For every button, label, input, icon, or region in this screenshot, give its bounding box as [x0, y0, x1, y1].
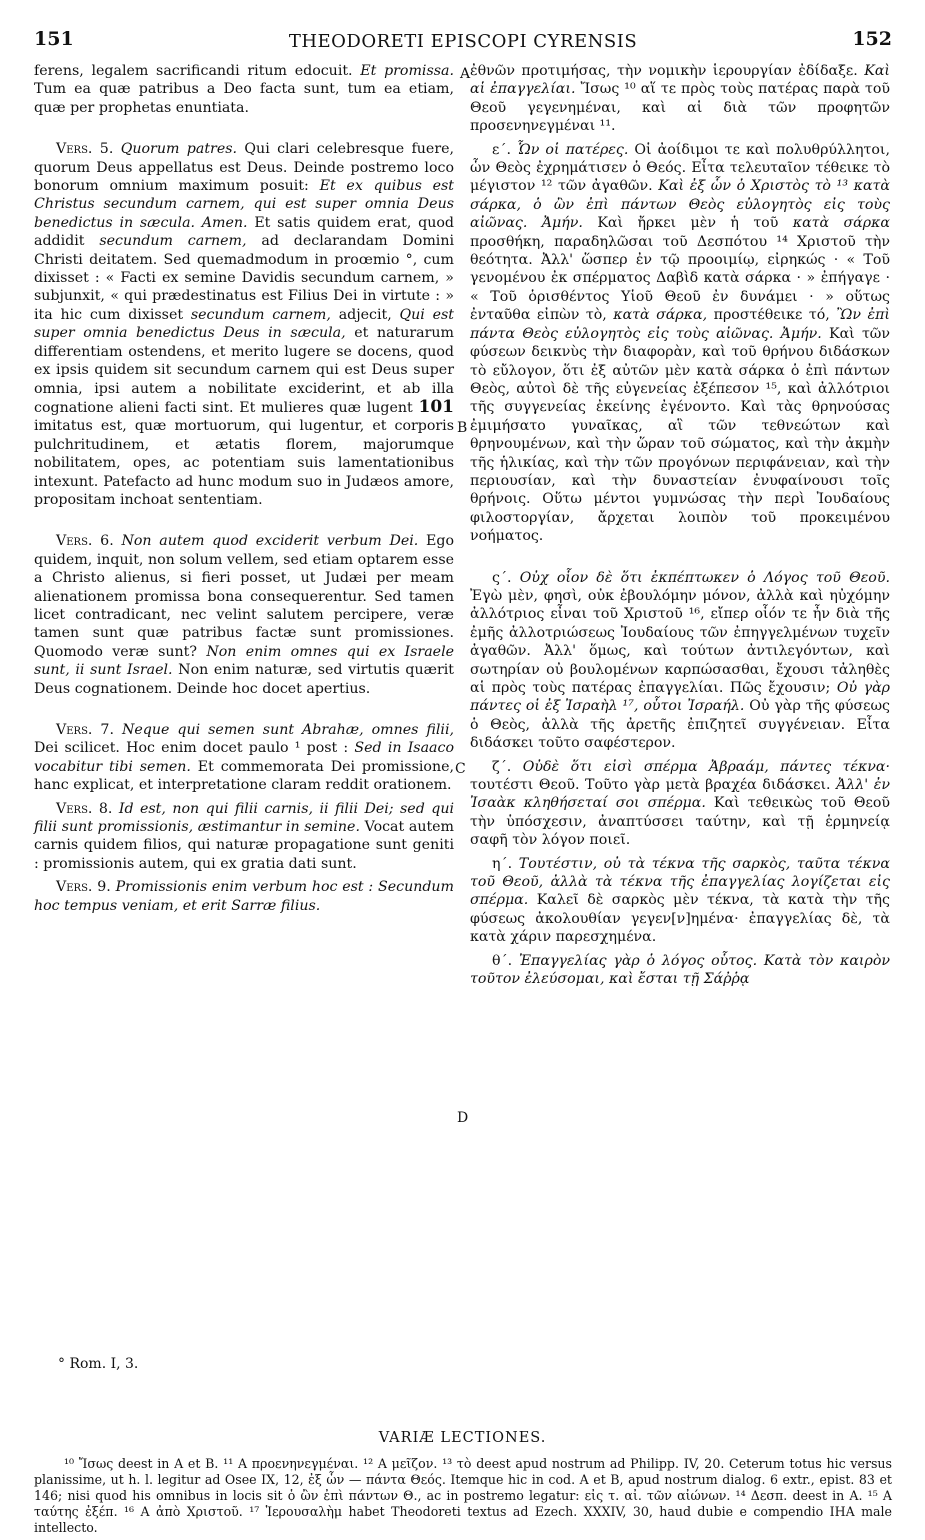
scripture-quote: Ὧν οἱ πατέρες.	[517, 141, 629, 158]
text-run: Tum ea quæ patribus a Deo facta sunt, tum ea etiam, quæ per prophetas enuntiata.	[34, 81, 454, 116]
verse-label: Vers. 5.	[56, 141, 114, 158]
text-run: Ἐγὼ μὲν, φησὶ, οὐκ ἐβουλόμην μόνον, ἀλλὰ καὶ ηὐχόμην ἀλλότριος εἶναι τοῦ Χριστοῦ ¹⁶, εἴπερ οἷόν τε ἦν διὰ τῆς ἐμῆς ἀλλοτριώσεως Ἰουδαίους τῶν ἐπηγγελμένων τυχεῖν ἀγαθῶν. Ἀλλ' ὅμως, καὶ τούτων ἀντιλεγόντων, καὶ σωτηρίαν οὐ βουλομένων καρπώσασθαι, ἔχουσι τἀληθὲς αἱ πρὸς τοὺς πατέρας ἐπαγγελίαι. Πῶς ἔχουσιν;	[470, 587, 890, 696]
text-run: ad declarandam Domini Christi deitatem. Sed quemadmodum in proœmio °, cum dixisset : « Facti ex semine Davidis secundum carnem, » subjunxit, « qui prædestinatus est Filius Dei in virtute : » ita hic cum dixisset	[34, 233, 455, 323]
scripture-quote: Ἐπαγγελίας γὰρ ὁ λόγος οὗτος. Κατὰ τὸν καιρὸν τοῦτον ἐλεύσομαι, καὶ ἔσται τῇ Σάῤῥᾳ	[470, 952, 891, 988]
latin-paragraph	[34, 800, 454, 874]
page-header	[34, 28, 892, 54]
text-run: προστέθεικε τό,	[713, 307, 830, 324]
scripture-quote: secundum carnem,	[99, 233, 247, 250]
scripture-quote: Et ex quibus est Christus secundum carnem, qui est super omnia Deus benedictus in sæcula. Amen.	[34, 178, 454, 231]
verse-label: Vers. 7.	[56, 722, 114, 738]
scripture-quote: Non enim omnes qui ex Israele sunt, ii sunt Israel.	[34, 643, 455, 679]
greek-paragraph	[470, 62, 890, 136]
verse-label: η΄.	[492, 855, 513, 872]
scripture-quote: Ὢν ἐπὶ πάντα Θεὸς εὐλογητὸς εἰς τοὺς αἰῶνας. Ἀμήν.	[470, 307, 890, 342]
greek-paragraph	[470, 855, 890, 947]
latin-paragraph	[34, 62, 454, 117]
greek-paragraph	[470, 569, 890, 753]
scripture-quote: Οὐ γὰρ πάντες οἱ ἐξ Ἰσραὴλ ¹⁷, οὗτοι Ἰσραήλ.	[470, 680, 891, 715]
greek-paragraph	[470, 758, 890, 850]
text-run: τουτέστι Θεοῦ. Τοῦτο γὰρ μετὰ βραχέα διδάσκει.	[470, 777, 831, 794]
text-run: imitatus est, quæ mortuorum, qui lugentur, et corporis pulchritudinem, et ætatis florem, majorumque nobilitatem, opes, ac potentiam suis lamentationibus intexunt. Patefacto ad hunc modum suo in Judæos amore, propositam inchoat sententiam.	[34, 418, 454, 508]
footnote: ° Rom. I, 3.	[58, 1356, 139, 1372]
latin-column	[34, 62, 454, 915]
scripture-quote: Καὶ ἐξ ὧν ὁ Χριστὸς τὸ ¹³ κατὰ σάρκα, ὁ ὢν ἐπὶ πάντων Θεὸς εὐλογητὸς εἰς τοὺς αἰῶνας. Ἀμήν.	[470, 178, 890, 232]
margin-letter-b: B	[457, 420, 468, 436]
verse-label: Vers. 8.	[56, 800, 113, 817]
text-run: Non enim naturæ, sed virtutis quærit Deus cognationem. Deinde hoc docet apertius.	[34, 662, 454, 697]
verse-label: Vers. 6.	[56, 533, 114, 550]
text-run: Dei scilicet. Hoc enim docet paulo ¹ post :	[34, 740, 349, 757]
scripture-quote: Τουτέστιν, οὐ τὰ τέκνα τῆς σαρκὸς, ταῦτα τέκνα τοῦ Θεοῦ, ἀλλὰ τὰ τέκνα τῆς ἐπαγγελίας λογίζεται εἰς σπέρμα.	[470, 855, 890, 909]
verse-label: Vers. 9.	[56, 879, 111, 896]
text-run: Οὐ γὰρ τῆς φύσεως ὁ Θεὸς, ἀλλὰ τῆς ἀρετῆς ἐπιζητεῖ συγγένειαν. Εἶτα διδάσκει τοῦτο σαφέστερον.	[470, 698, 890, 752]
verse-label: ς΄.	[492, 569, 512, 586]
text-run: et naturarum differentiam ostendens, et merito lugere se docens, quod ex ipsis quidem sit secundum carnem qui est Deus super omnia, ipsi autem a nobilitate exciderint, et ab illa cognatione alieni facti sint. Et mulieres quæ lugent	[34, 325, 455, 416]
variae-lectiones-heading: VARIÆ LECTIONES.	[378, 1430, 547, 1446]
verse-label: ζ΄.	[492, 758, 512, 775]
text-run: Καὶ τῶν φύσεων δεικνὺς τὴν διαφορὰν, καὶ τοῦ θρήνου διδάσκων τὸ εὔλογον, ὅτι ἐξ αὐτῶν μὲν κατὰ σάρκα ὁ ἐπὶ πάντων Θεὸς, αὐτοὶ δὲ τῆς εὐγενείας ἐξέπεσον ¹⁵, καὶ ἀλλότριοι τῆς συγγενείας ἐκείνης ἐγένοντο. Καὶ τὰς θρηνούσας ἐμιμήσατο γυναῖκας, αἳ τῶν τεθνεώτων καὶ θρηνουμένων, καὶ τὴν ὥραν τοῦ σώματος, καὶ τὴν ἀκμὴν τῆς ἡλικίας, καὶ τὴν τῶν προγόνων περιφάνειαν, καὶ τὴν περιουσίαν, καὶ τὴν δυναστείαν ἐνυφαίνουσι τοῖς θρήνοις. Οὕτω μέντοι γυμνώσας τὴν περὶ Ἰουδαίους φιλοστοργίαν, ἄρχεται λοιπὸν τοῦ προκειμένου νοήματος.	[470, 325, 890, 545]
text-run: Καὶ τεθεικὼς τοῦ Θεοῦ τὴν ὑπόσχεσιν, ἀναπτύσσει ταύτην, καὶ τῇ ἑρμηνείᾳ σαφῆ τὸν λόγον ποιεῖ.	[470, 795, 890, 849]
margin-letter-c: C	[455, 761, 466, 777]
scripture-quote: Et promissa.	[360, 63, 454, 79]
text-run: ἐθνῶν προτιμήσας, τὴν νομικὴν ἱερουργίαν ἐδίδαξε.	[470, 63, 858, 79]
latin-paragraph	[34, 721, 454, 795]
scripture-quote: Neque qui semen sunt Abrahæ, omnes filii,	[121, 722, 454, 738]
scripture-quote: Id est, non qui filii carnis, ii filii Dei; sed qui filii sunt promissionis, æstimantur in semine.	[34, 800, 454, 836]
verse-label: ε΄.	[492, 141, 511, 158]
text-run: Qui clari celebresque fuere, quorum Deus appellatus est Deus. Deinde postremo loco bonorum omnium maximum posuit:	[34, 141, 455, 195]
text-run: προσθήκη, παραδηλῶσαι τοῦ Δεσπότου ¹⁴ Χριστοῦ τὴν θεότητα. Ἀλλ' ὥσπερ ἐν τῷ προοιμίῳ, εἰρηκώς · « Τοῦ γενομένου ἐκ σπέρματος Δαβὶδ κατὰ σάρκα · » ἐπήγαγε · « Τοῦ ὁρισθέντος Υἱοῦ Θεοῦ ἐν δυνάμει · » οὕτως ἐνταῦθα εἰπὼν τὸ,	[470, 233, 890, 324]
scripture-quote: Quorum patres.	[120, 141, 238, 158]
text-run: Καλεῖ δὲ σαρκὸς μὲν τέκνα, τὰ κατὰ τὴν τῆς φύσεως ἀκολουθίαν γεγεν[ν]ημένα· ἐπαγγελίας δὲ, τὰ κατὰ χάριν παρεσχημένα.	[470, 892, 891, 946]
text-run: Ego quidem, inquit, non solum vellem, sed etiam optarem esse a Christo alienus, si fieri posset, ut Judæi per meam alienationem promissa bona consequerentur. Sed tamen licet contradicant, nec velint salutem percipere, veræ tamen sunt quæ patribus factæ sunt promissiones. Quomodo veræ sunt?	[34, 533, 455, 660]
scripture-quote: Καὶ αἱ ἐπαγγελίαι.	[470, 63, 890, 98]
page-number-right: 152	[852, 28, 892, 50]
running-title: THEODORETI EPISCOPI CYRENSIS	[288, 31, 638, 52]
latin-paragraph	[34, 140, 454, 509]
variae-lectiones-text: ¹⁰ Ἴσως deest in A et B. ¹¹ A προενηνεγμέναι. ¹² A μεῖζον. ¹³ τὸ deest apud nostrum ad Philipp. IV, 20. Ceterum totus hic versus planissime, ut h. l. legitur ad Osee IX, 12, ἐξ ὧν — πάντα Θεός. Itemque hic in cod. A et B, apud nostrum dialog. 6 extr., epist. 83 et 146; nisi quod his omnibus in locis sit ὁ ὢν ἐπὶ πάντων Θ., ac in postremo legatur: εἰς τ. αἰ. τῶν αἰώνων. ¹⁴ Δεσπ. deest in A. ¹⁵ A ταύτης ἐξέπ. ¹⁶ A ἀπὸ Χριστοῦ. ¹⁷ Ἱερουσαλὴμ habet Theodoreti textus ad Ezech. XXXIV, 30, haud dubie e compendio IHA male intellecto.	[34, 1456, 892, 1535]
column-number: 101	[418, 396, 454, 417]
scripture-quote: Non autem quod exciderit verbum Dei.	[121, 533, 419, 550]
greek-paragraph	[470, 141, 890, 546]
text-run: ferens, legalem sacrificandi ritum edocuit.	[34, 63, 353, 79]
text-run: Καὶ ἤρκει μὲν ἡ τοῦ	[597, 215, 779, 232]
scripture-quote: κατὰ σάρκα	[792, 215, 890, 232]
text-run: Et satis quidem erat, quod addidit	[34, 214, 454, 250]
text-run: adjecit,	[338, 306, 392, 323]
text-run: Vocat autem carnis quidem filios, qui naturæ propagatione sunt geniti : promissionis autem, qui ex gratia dati sunt.	[34, 819, 455, 872]
text-run: Et commemorata Dei promissione, hanc explicat, et interpretatione claram reddit orationem.	[34, 758, 454, 794]
scripture-quote: Ἀλλ' ἐν Ἰσαὰκ κληθήσεταί σοι σπέρμα.	[470, 777, 890, 812]
page-number-left: 151	[34, 28, 74, 50]
scripture-quote: Sed in Isaaco vocabitur tibi semen.	[34, 740, 454, 775]
greek-column	[470, 62, 890, 989]
margin-letter-d: D	[457, 1110, 469, 1126]
text-run: Ἴσως ¹⁰ αἵ τε πρὸς τοὺς πατέρας παρὰ τοῦ Θεοῦ γεγενημέναι, καὶ αἱ διὰ τῶν προφητῶν προσενηνεγμέναι ¹¹.	[470, 81, 891, 135]
scripture-quote: κατὰ σάρκα,	[613, 307, 708, 324]
scripture-quote: secundum carnem,	[190, 306, 331, 323]
scripture-quote: Promissionis enim verbum hoc est : Secundum hoc tempus veniam, et erit Sarræ filius.	[34, 879, 455, 914]
text-run: Οἱ ἀοίδιμοι τε καὶ πολυθρύλλητοι, ὧν Θεὸς ἐχρημάτισεν ὁ Θεός. Εἶτα τελευταῖον τέθεικε τὸ μέγιστον ¹² τῶν ἀγαθῶν.	[470, 141, 891, 195]
latin-paragraph	[34, 878, 454, 915]
scripture-quote: Qui est super omnia benedictus Deus in sæcula,	[34, 306, 454, 342]
margin-letter-a: A	[460, 66, 471, 82]
verse-label: θ΄.	[492, 952, 513, 969]
greek-paragraph	[470, 952, 890, 989]
scripture-quote: Οὐχ οἷον δὲ ὅτι ἐκπέπτωκεν ὁ Λόγος τοῦ Θεοῦ.	[519, 569, 890, 586]
scripture-quote: Οὐδὲ ὅτι εἰσὶ σπέρμα Ἀβραάμ, πάντες τέκνα·	[522, 758, 890, 775]
latin-paragraph	[34, 532, 454, 698]
